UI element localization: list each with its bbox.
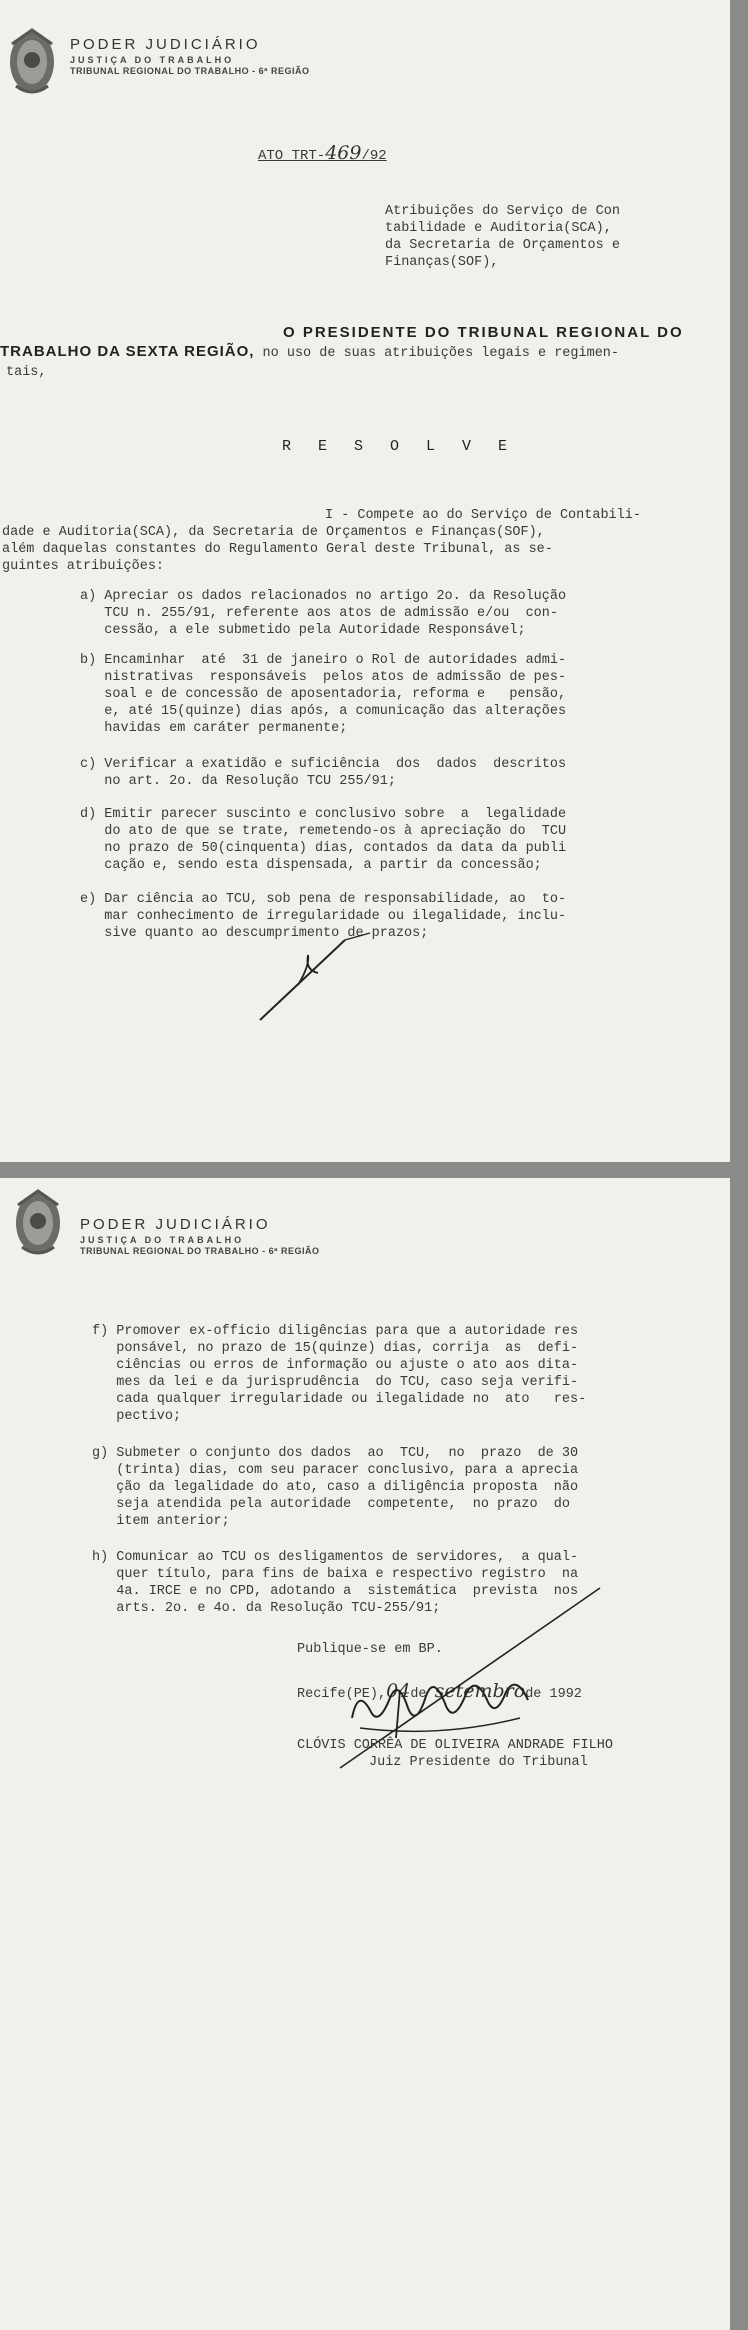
resolve-heading: R E S O L V E: [282, 438, 517, 455]
article-line: guintes atribuições:: [2, 559, 165, 574]
letterhead-line-3: TRIBUNAL REGIONAL DO TRABALHO - 6ª REGIÃO: [70, 66, 310, 76]
item-line: no art. 2o. da Resolução TCU 255/91;: [80, 774, 396, 789]
coat-of-arms-seal: [6, 26, 58, 96]
article-line: dade e Auditoria(SCA), da Secretaria de Orçamentos e Finanças(SOF),: [2, 525, 545, 540]
summary-line: Atribuições do Serviço de Con: [385, 204, 620, 219]
item-line: mar conhecimento de irregularidade ou ilegalidade, inclu-: [80, 909, 567, 924]
date-de: de: [410, 1687, 427, 1702]
preamble-bold-line-1: O PRESIDENTE DO TRIBUNAL REGIONAL DO: [283, 324, 684, 341]
letterhead: [70, 36, 310, 76]
item-line: quer título, para fins de baixa e respectivo registro na: [92, 1567, 579, 1582]
date-month-handwritten: setembro: [434, 1680, 526, 1702]
letterhead-line-1: PODER JUDICIÁRIO: [80, 1216, 271, 1233]
item-line: e, até 15(quinze) dias após, a comunicação das alterações: [80, 704, 567, 719]
item-line: (trinta) dias, com seu paracer conclusivo, para a aprecia: [92, 1463, 579, 1478]
list-item-b: [80, 652, 566, 737]
item-line: nistrativas responsáveis pelos atos de admissão de pes-: [80, 670, 567, 685]
item-line: mes da lei e da jurisprudência do TCU, caso seja verifi-: [92, 1375, 579, 1390]
act-suffix: /92: [361, 148, 387, 164]
preamble-bold-line-2: TRABALHO DA SEXTA REGIÃO,: [0, 343, 255, 360]
summary-line: Finanças(SOF),: [385, 255, 499, 270]
signer-role: Juiz Presidente do Tribunal: [369, 1755, 588, 1770]
item-line: ção da legalidade do ato, caso a diligência proposta não: [92, 1480, 579, 1495]
item-line: arts. 2o. e 4o. da Resolução TCU-255/91;: [92, 1601, 441, 1616]
item-line: sive quanto ao descumprimento de prazos;: [80, 926, 429, 941]
item-line: item anterior;: [92, 1514, 230, 1529]
preamble-line-2: [0, 343, 619, 362]
summary-line: tabilidade e Auditoria(SCA),: [385, 221, 612, 236]
item-line: ponsável, no prazo de 15(quinze) dias, corrija as defi-: [92, 1341, 579, 1356]
list-item-d: [80, 806, 566, 874]
item-line: soal e de concessão de aposentadoria, reforma e pensão,: [80, 687, 567, 702]
item-line: no prazo de 50(cinquenta) dias, contados da data da publi: [80, 841, 567, 856]
letterhead-line-2: JUSTIÇA DO TRABALHO: [70, 55, 235, 65]
item-line: a) Apreciar os dados relacionados no artigo 2o. da Resolução: [80, 589, 567, 604]
item-line: seja atendida pela autoridade competente, no prazo do: [92, 1497, 570, 1512]
item-line: b) Encaminhar até 31 de janeiro o Rol de autoridades admi-: [80, 653, 567, 668]
act-number-handwritten: 469: [325, 142, 362, 164]
item-line: f) Promover ex-officio diligências para que a autoridade res: [92, 1324, 579, 1339]
letterhead: [80, 1216, 320, 1256]
item-line: cada qualquer irregularidade ou ilegalidade no ato res-: [92, 1392, 587, 1407]
item-line: 4a. IRCE e no CPD, adotando a sistemática prevista nos: [92, 1584, 579, 1599]
list-item-c: [80, 756, 566, 790]
document-page-2: [0, 1178, 730, 2330]
act-prefix: ATO TRT-: [258, 148, 326, 164]
act-title: [258, 142, 387, 165]
item-line: e) Dar ciência ao TCU, sob pena de responsabilidade, ao to-: [80, 892, 567, 907]
initials-signature-mark: [250, 925, 380, 1025]
item-line: c) Verificar a exatidão e suficiência dos dados descritos: [80, 757, 567, 772]
article-line: I - Compete ao do Serviço de Contabili-: [325, 508, 641, 523]
summary-line: da Secretaria de Orçamentos e: [385, 238, 620, 253]
letterhead-line-3: TRIBUNAL REGIONAL DO TRABALHO - 6ª REGIÃO: [80, 1246, 320, 1256]
document-page-1: [0, 0, 730, 1162]
item-line: pectivo;: [92, 1409, 182, 1424]
publish-line: Publique-se em BP.: [297, 1642, 443, 1657]
signer-name: CLÓVIS CORRÊA DE OLIVEIRA ANDRADE FILHO: [297, 1738, 613, 1753]
item-line: ciências ou erros de informação ou ajuste o ato aos dita-: [92, 1358, 579, 1373]
date-day-handwritten: 04: [386, 1680, 411, 1702]
date-year: de 1992: [525, 1687, 582, 1702]
item-line: do ato de que se trate, remetendo-os à apreciação do TCU: [80, 824, 567, 839]
act-summary: [385, 203, 620, 271]
item-line: h) Comunicar ao TCU os desligamentos de servidores, a qual-: [92, 1550, 579, 1565]
item-line: g) Submeter o conjunto dos dados ao TCU, no prazo de 30: [92, 1446, 579, 1461]
list-item-f: [92, 1323, 586, 1425]
item-line: havidas em caráter permanente;: [80, 721, 348, 736]
item-line: d) Emitir parecer suscinto e conclusivo sobre a legalidade: [80, 807, 567, 822]
preamble-rest-line-2: no uso de suas atribuições legais e regimen-: [254, 346, 620, 361]
coat-of-arms-seal: [12, 1187, 64, 1257]
item-line: cação e, sendo esta dispensada, a partir da concessão;: [80, 858, 542, 873]
date-prefix: Recife(PE),: [297, 1687, 387, 1702]
item-line: TCU n. 255/91, referente aos atos de admissão e/ou con-: [80, 606, 558, 621]
item-line: cessão, a ele submetido pela Autoridade Responsável;: [80, 623, 526, 638]
letterhead-line-2: JUSTIÇA DO TRABALHO: [80, 1235, 245, 1245]
letterhead-line-1: PODER JUDICIÁRIO: [70, 36, 261, 53]
preamble-line-3: tais,: [6, 365, 47, 380]
article-i: [2, 507, 641, 575]
list-item-a: [80, 588, 566, 639]
article-line: além daquelas constantes do Regulamento Geral deste Tribunal, as se-: [2, 542, 553, 557]
list-item-g: [92, 1445, 578, 1530]
